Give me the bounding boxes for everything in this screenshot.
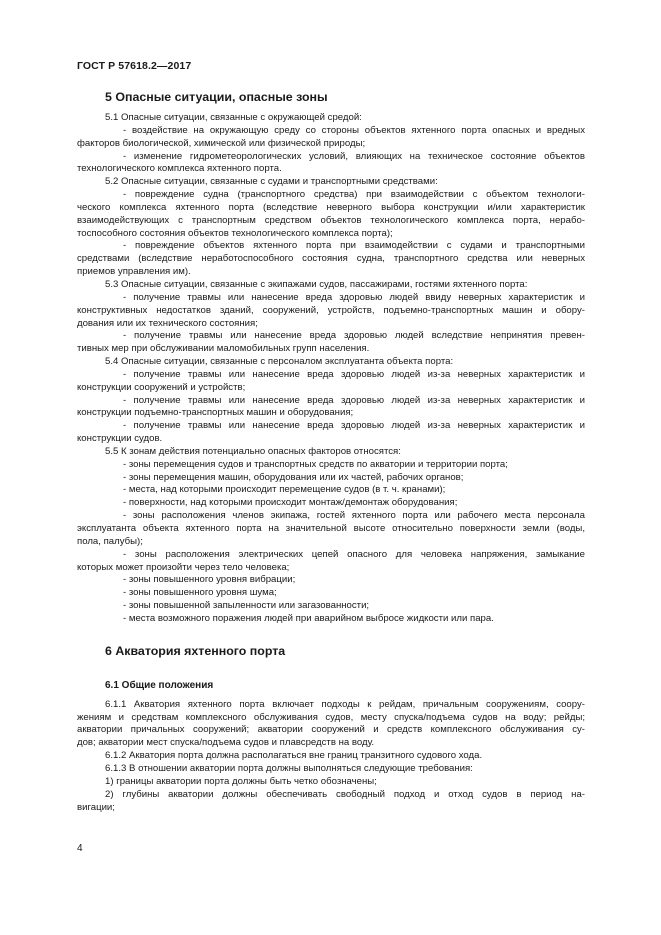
document-header: ГОСТ Р 57618.2—2017 — [77, 60, 192, 72]
paragraph-line: приемов управления им). — [77, 266, 191, 278]
paragraph-line: - повреждение судна (транспортного средства) при взаимодействии с объектом технологи- — [123, 189, 585, 201]
paragraph-line: 2) глубины акватории должны обеспечивать свободный подход и отход судов в период на- — [105, 788, 585, 800]
paragraph-line: дов; акватории мест спуска/подъема судов и плавсредств на воду. — [77, 737, 375, 749]
paragraph-line: конструктивных недостатков зданий, сооружений, устройств, подъемно-транспортных машин и обору- — [77, 304, 585, 316]
paragraph-line: конструкции подъемно-транспортных машин и оборудования; — [77, 407, 354, 419]
paragraph-line: - получение травмы или нанесение вреда здоровью людей вследствие непринятия превен- — [123, 330, 585, 342]
section-6-body — [77, 699, 585, 815]
paragraph-line: - зоны перемещения судов и транспортных средств по акватории и территории порта; — [123, 458, 508, 470]
paragraph-line: ческого комплекса яхтенного порта (вследствие неверного выбора конструкции и/или характеристик — [77, 201, 585, 213]
paragraph-line: - воздействие на окружающую среду со стороны объектов яхтенного порта опасных и вредных — [123, 124, 585, 136]
paragraph-line: факторов биологической, химической или физической природы; — [77, 137, 366, 149]
paragraph-line: тивных мер при обслуживании маломобильных групп населения. — [77, 343, 370, 355]
paragraph-line: - места, над которыми происходит перемещение судов (в т. ч. кранами); — [123, 484, 446, 496]
paragraph-line: - получение травмы или нанесение вреда здоровью людей из-за неверных характеристик и — [123, 420, 585, 432]
paragraph-line: тоспособного состояния объектов технологического комплекса порта); — [77, 227, 393, 239]
paragraph-line: 5.4 Опасные ситуации, связанные с персоналом эксплуатанта объекта порта: — [105, 356, 454, 368]
paragraph-line: технологического комплекса яхтенного порта. — [77, 163, 282, 175]
paragraph-line: - повреждение объектов яхтенного порта при взаимодействии с судами и транспортными — [123, 240, 585, 252]
paragraph-line: - зоны расположения электрических цепей опасного для человека напряжения, замыкание — [123, 548, 585, 560]
paragraph-line: вигации; — [77, 801, 115, 813]
paragraph-line: - получение травмы или нанесение вреда здоровью людей из-за неверных характеристик и — [123, 368, 585, 380]
paragraph-line: эксплуатанта объекта яхтенного порта на значительной высоте относительно поверхности земли (воды, — [77, 523, 585, 534]
paragraph-line: 6.1.2 Акватория порта должна располагаться вне границ транзитного судового хода. — [105, 750, 483, 762]
paragraph-line: 5.3 Опасные ситуации, связанные с экипажами судов, пассажирами, гостями яхтенного порта: — [105, 278, 528, 290]
paragraph-line: конструкции сооружений и устройств; — [77, 381, 246, 393]
paragraph-line: - зоны перемещения машин, оборудования или их частей, рабочих органов; — [123, 471, 464, 483]
paragraph-line: которых может произойти через тело человека; — [77, 561, 290, 573]
paragraph-line: дования или их технического состояния; — [77, 317, 258, 329]
paragraph-line: 5.5 К зонам действия потенциально опасных факторов относятся: — [105, 445, 401, 457]
paragraph-line: 6.1.3 В отношении акватории порта должны выполняться следующие требования: — [105, 762, 473, 774]
paragraph-line: средствами (вследствие неработоспособного состояния судна, транспортного средства или неверных — [77, 253, 585, 265]
paragraph-line: - поверхности, над которыми происходит монтаж/демонтаж оборудования; — [123, 497, 458, 509]
paragraph-line: пола, палубы); — [77, 535, 143, 547]
section-6-title: 6 Акватория яхтенного порта — [105, 643, 286, 658]
paragraph-line: 1) границы акватории порта должны быть четко обозначены; — [105, 775, 377, 787]
paragraph-line: конструкции судов. — [77, 433, 163, 445]
paragraph-line: - зоны повышенного уровня шума; — [123, 587, 277, 599]
paragraph-line: 6.1.1 Акватория яхтенного порта включает подходы к рейдам, причальным сооружениям, соору- — [105, 698, 585, 710]
paragraph-line: - изменение гидрометеорологических условий, влияющих на техническое состояние объектов — [123, 150, 585, 162]
paragraph-line: жениям и средствам комплексного обслуживания судов, месту спуска/подъема судов на воду; рейды; — [77, 711, 585, 723]
paragraph-line: - зоны повышенного уровня вибрации; — [123, 574, 296, 586]
subsection-6-1-title: 6.1 Общие положения — [105, 679, 214, 691]
section-5-title: 5 Опасные ситуации, опасные зоны — [105, 90, 328, 104]
paragraph-line: взаимодействующих с транспортным средством объектов технологического комплекса порта, нерабо- — [77, 214, 585, 226]
paragraph-line: - зоны расположения членов экипажа, гостей яхтенного порта или рабочего места персонала — [123, 510, 585, 522]
paragraph-line: - зоны повышенной запыленности или загазованности; — [123, 600, 370, 612]
paragraph-line: - получение травмы или нанесение вреда здоровью людей ввиду неверных характеристик и — [123, 291, 585, 303]
page-number: 4 — [77, 843, 83, 854]
paragraph-line: акватории причальных сооружений; акватории сооружений и средств комплексного обслуживания су- — [77, 724, 585, 736]
paragraph-line: 5.1 Опасные ситуации, связанные с окружающей средой: — [105, 112, 362, 123]
paragraph-line: - места возможного поражения людей при аварийном выбросе жидкости или пара. — [123, 612, 494, 624]
page-content — [77, 89, 585, 814]
paragraph-line: 5.2 Опасные ситуации, связанные с судами и транспортными средствами: — [105, 176, 438, 188]
section-5-body — [77, 112, 585, 626]
paragraph-line: - получение травмы или нанесение вреда здоровью людей из-за неверных характеристик и — [123, 394, 585, 406]
